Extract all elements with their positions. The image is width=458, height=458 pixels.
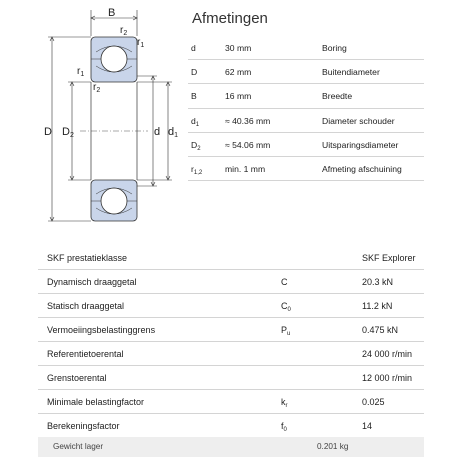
- performance-value: 14: [362, 421, 373, 431]
- label-B: B: [108, 7, 116, 19]
- performance-label: SKF prestatieklasse: [47, 253, 128, 263]
- performance-row: [38, 294, 424, 318]
- label-r1-top-sub: 1: [140, 42, 145, 49]
- dimensions-title: Afmetingen: [192, 10, 268, 27]
- dimension-row: [188, 157, 424, 181]
- performance-table: [38, 246, 424, 438]
- top-ring-section: [91, 37, 137, 82]
- label-r2-top-sub: 2: [123, 30, 128, 37]
- performance-label: Minimale belastingfactor: [47, 397, 145, 407]
- performance-symbol-sub: 0: [287, 307, 291, 313]
- performance-symbol-sub: r: [285, 403, 288, 409]
- label-r1-top-letter: r: [137, 37, 141, 48]
- dimension-value: ≈ 40.36 mm: [225, 115, 271, 126]
- label-d1: [168, 126, 178, 139]
- dimension-row: [188, 133, 424, 157]
- performance-label: Referentietoerental: [47, 349, 124, 359]
- performance-symbol-sub: u: [287, 331, 291, 337]
- performance-value: 0.475 kN: [362, 325, 399, 335]
- dimension-description: Breedte: [322, 91, 353, 102]
- dimension-symbol-letter: d: [191, 43, 196, 53]
- label-r2-left-letter: r: [93, 82, 97, 93]
- performance-row: [38, 366, 424, 390]
- performance-symbol: [281, 301, 291, 313]
- dimension-description: Boring: [322, 43, 347, 53]
- performance-label: Grenstoerental: [47, 373, 107, 383]
- performance-row: [38, 246, 424, 270]
- dimension-row: [188, 109, 424, 133]
- performance-value: 24 000 r/min: [362, 349, 413, 359]
- label-r1-left-letter: r: [77, 66, 81, 77]
- performance-symbol: [281, 421, 287, 433]
- bearing-weight-row: [38, 437, 424, 457]
- label-d: d: [154, 126, 161, 138]
- dimension-value: 16 mm: [225, 91, 252, 102]
- dimension-row: [188, 60, 424, 84]
- bearing-weight-label: Gewicht lager: [53, 442, 104, 451]
- dimension-symbol-letter: D: [191, 139, 198, 150]
- performance-symbol: [281, 277, 288, 289]
- label-r1-left-sub: 1: [80, 71, 85, 78]
- performance-row: [38, 270, 424, 294]
- bottom-ring-section: [91, 180, 137, 221]
- dimensions-table: [188, 36, 424, 181]
- performance-value: 11.2 kN: [362, 301, 393, 311]
- performance-label: Vermoeiingsbelastinggrens: [47, 325, 156, 335]
- performance-row: [38, 414, 424, 438]
- performance-row: [38, 342, 424, 366]
- performance-symbol-letter: f: [281, 421, 284, 431]
- label-r2-top-letter: r: [120, 25, 124, 36]
- dimension-value: ≈ 54.06 mm: [225, 139, 271, 150]
- performance-symbol-letter: C: [281, 301, 288, 311]
- dimension-symbol-sub: 1,2: [193, 169, 203, 176]
- label-r1-left: [77, 66, 84, 78]
- performance-label: Dynamisch draaggetal: [47, 277, 137, 287]
- performance-symbol: [281, 397, 288, 409]
- dimension-symbol-letter: B: [191, 91, 197, 102]
- dimension-row: [188, 36, 424, 60]
- performance-row: [38, 318, 424, 342]
- dimension-symbol: [191, 91, 197, 103]
- dimension-symbol: [191, 164, 202, 176]
- performance-label: Berekeningsfactor: [47, 421, 120, 431]
- label-r2-left: [93, 82, 100, 94]
- dimension-description: Uitsparingsdiameter: [322, 139, 399, 150]
- dimension-symbol: [191, 67, 197, 79]
- dimension-symbol-letter: d: [191, 115, 196, 126]
- performance-symbol-letter: P: [281, 325, 288, 335]
- label-D2-sub: 2: [69, 132, 74, 139]
- performance-symbol-letter: k: [281, 397, 286, 407]
- label-r1-top: [137, 37, 144, 49]
- dimension-symbol-sub: 2: [197, 145, 201, 152]
- dimension-symbol-letter: D: [191, 67, 198, 78]
- label-r2-top: [120, 25, 127, 37]
- dimension-symbol-sub: 1: [195, 121, 200, 128]
- dimension-row: [188, 84, 424, 108]
- dimension-symbol: [191, 140, 201, 152]
- bearing-weight-value: 0.201 kg: [317, 442, 349, 451]
- dimension-symbol: [191, 116, 199, 128]
- bearing-cross-section-drawing: [0, 0, 185, 232]
- dimension-description: Diameter schouder: [322, 115, 395, 126]
- label-d1-letter: d: [168, 126, 175, 138]
- label-r2-left-sub: 2: [96, 87, 101, 94]
- performance-symbol: [281, 325, 290, 337]
- performance-symbol-sub: 0: [283, 427, 287, 433]
- performance-label: Statisch draaggetal: [47, 301, 125, 311]
- dimension-symbol-letter: r: [191, 163, 194, 174]
- dimension-value: 62 mm: [225, 67, 252, 78]
- label-d1-sub: 1: [174, 132, 179, 139]
- dimension-symbol: [191, 43, 196, 55]
- performance-value: SKF Explorer: [362, 253, 416, 263]
- label-D2-letter: D: [62, 126, 70, 138]
- performance-symbol-letter: C: [281, 277, 288, 287]
- label-D: D: [44, 126, 52, 138]
- performance-value: 12 000 r/min: [362, 373, 413, 383]
- performance-value: 20.3 kN: [362, 277, 394, 287]
- dimension-value: min. 1 mm: [225, 163, 266, 174]
- performance-value: 0.025: [362, 397, 385, 407]
- dimension-description: Buitendiameter: [322, 67, 380, 78]
- performance-row: [38, 390, 424, 414]
- dimension-description: Afmeting afschuining: [322, 163, 402, 174]
- dimension-value: 30 mm: [225, 43, 252, 53]
